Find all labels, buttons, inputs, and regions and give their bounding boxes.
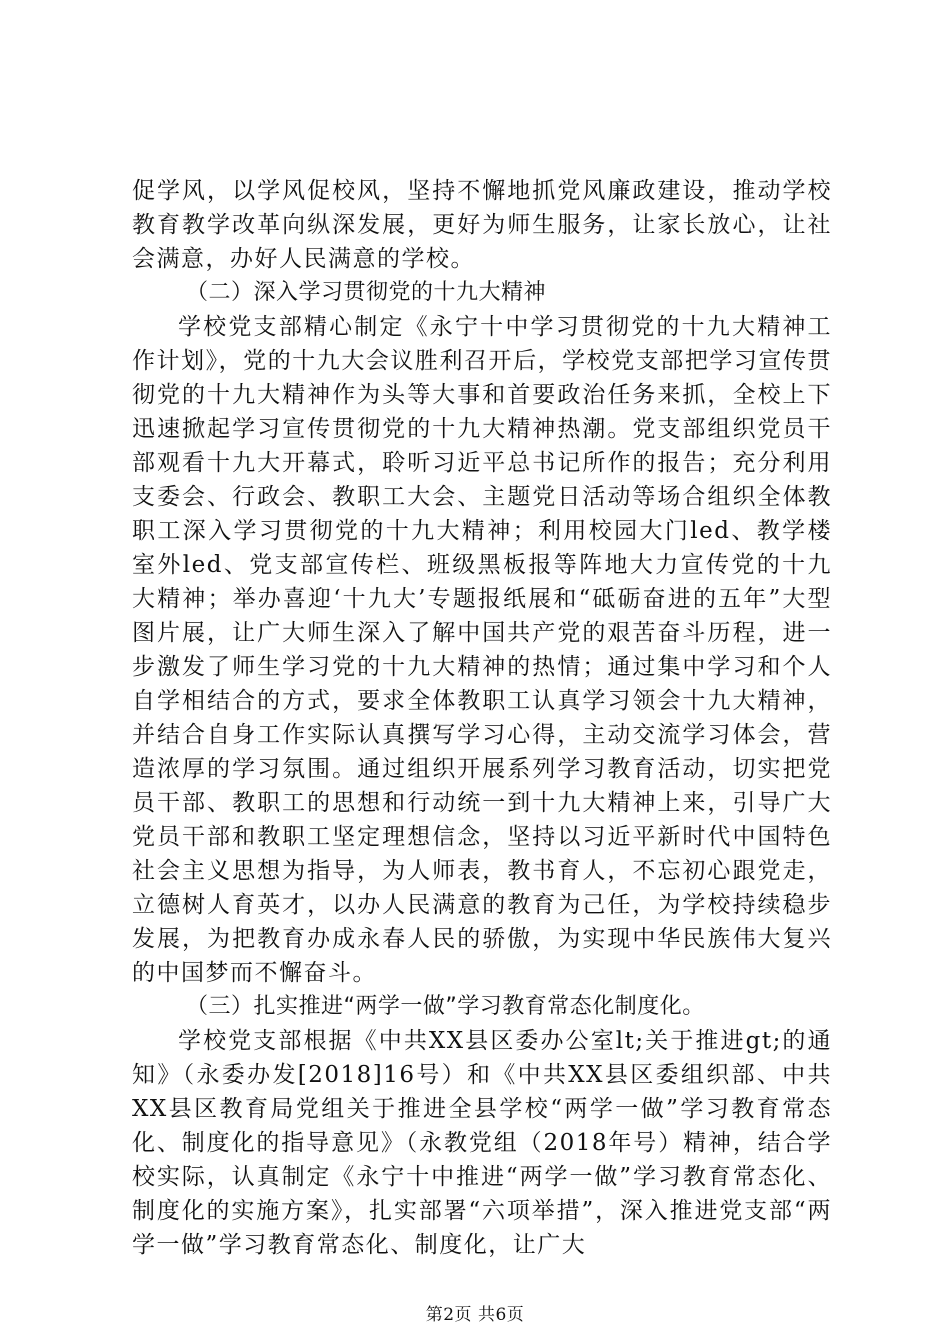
paragraph-intro: 促学风，以学风促校风，坚持不懈地抓党风廉政建设，推动学校教育教学改革向纵深发展，更好为师生服务，让家长放心，让社会满意，办好人民满意的学校。 [132,178,832,272]
section-heading-3: （三）扎实推进“两学一做”学习教育常态化制度化。 [186,994,705,1019]
page-footer: 第2页 共6页 [425,1305,525,1325]
section-heading-2: （二）深入学习贯彻党的十九大精神 [186,280,547,305]
paragraph-section-3: 学校党支部根据《中共XX县区委办公室lt;关于推进gt;的通知》（永委办发[2018]16号）和《中共XX县区委组织部、中共XX县区教育局党组关于推进全县学校“两学一做”学习教育常态化、制度化的指导意见》（永教党组（2018年号）精神，结合学校实际，认真制定《永宁十中推进“两学一做”学习教育常态化、制度化的实施方案》，扎实部署“六项举措”，深入推进党支部“两学一做”学习教育常态化、制度化，让广大 [132,1028,832,1258]
paragraph-section-2: 学校党支部精心制定《永宁十中学习贯彻党的十九大精神工作计划》，党的十九大会议胜利召开后，学校党支部把学习宣传贯彻党的十九大精神作为头等大事和首要政治任务来抓，全校上下迅速掀起学习宣传贯彻党的十九大精神热潮。党支部组织党员干部观看十九大开幕式，聆听习近平总书记所作的报告；充分利用支委会、行政会、教职工大会、主题党日活动等场合组织全体教职工深入学习贯彻党的十九大精神；利用校园大门led、教学楼室外led、党支部宣传栏、班级黑板报等阵地大力宣传党的十九大精神；举办喜迎‘十九大’专题报纸展和“砥砺奋进的五年”大型图片展，让广大师生深入了解中国共产党的艰苦奋斗历程，进一步激发了师生学习党的十九大精神的热情；通过集中学习和个人自学相结合的方式，要求全体教职工认真学习领会十九大精神，并结合自身工作实际认真撰写学习心得，主动交流学习体会，营造浓厚的学习氛围。通过组织开展系列学习教育活动，切实把党员干部、教职工的思想和行动统一到十九大精神上来，引导广大党员干部和教职工坚定理想信念，坚持以习近平新时代中国特色社会主义思想为指导，为人师表，教书育人，不忘初心跟党走，立德树人育英才，以办人民满意的教育为己任，为学校持续稳步发展，为把教育办成永春人民的骄傲，为实现中华民族伟大复兴的中国梦而不懈奋斗。 [132,314,832,986]
document-body [132,174,832,1262]
